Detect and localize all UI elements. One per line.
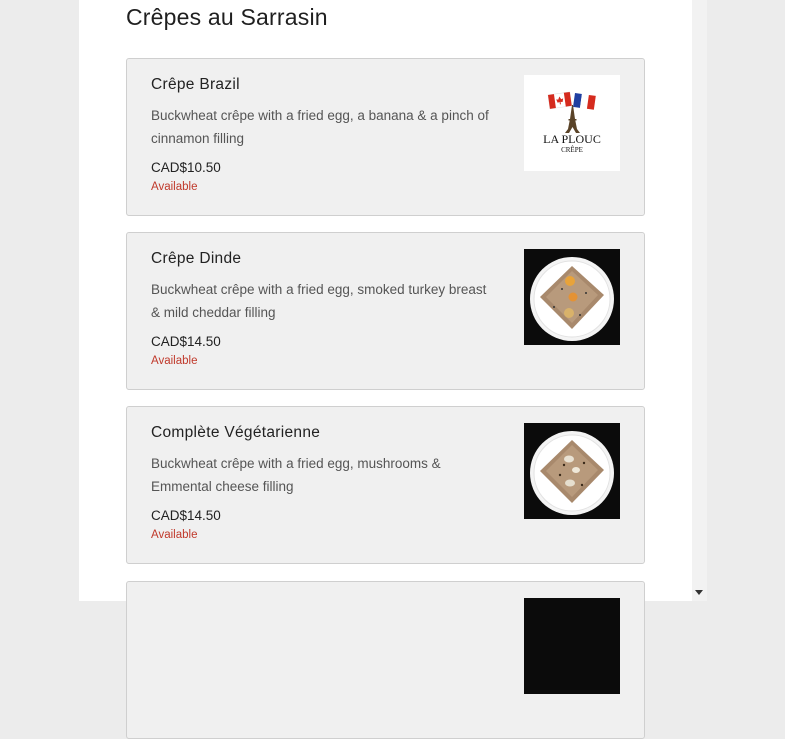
menu-item-description: Buckwheat crêpe with a fried egg, a banana & a pinch of cinnamon filling (151, 108, 489, 146)
menu-item-card[interactable] (126, 581, 645, 739)
menu-item-availability: Available (151, 529, 198, 541)
menu-item-image[interactable] (524, 598, 620, 694)
menu-item-card[interactable] (126, 406, 645, 564)
menu-item-card[interactable] (126, 58, 645, 216)
section-title: Crêpes au Sarrasin (126, 4, 328, 30)
menu-item-image[interactable] (524, 75, 620, 171)
menu-item-name: Crêpe Brazil (151, 76, 240, 93)
menu-item-price: CAD$14.50 (151, 334, 221, 349)
menu-item-price: CAD$14.50 (151, 508, 221, 523)
menu-item-price: CAD$10.50 (151, 160, 221, 175)
scroll-down-arrow-icon[interactable] (695, 590, 703, 595)
crepe-photo-icon (524, 249, 620, 345)
menu-item-image[interactable] (524, 423, 620, 519)
menu-item-description: Buckwheat crêpe with a fried egg, smoked turkey breast & mild cheddar filling (151, 282, 487, 320)
menu-item-card[interactable] (126, 232, 645, 390)
menu-item-name: Crêpe Dinde (151, 250, 242, 267)
menu-item-description: Buckwheat crêpe with a fried egg, mushrooms & Emmental cheese filling (151, 456, 441, 494)
menu-item-name: Complète Végétarienne (151, 424, 321, 441)
logo-subtext: CRÊPE (561, 146, 583, 154)
scrollbar-track[interactable] (692, 0, 707, 601)
menu-item-availability: Available (151, 355, 198, 367)
la-plouc-logo-icon (524, 75, 620, 171)
crepe-photo-icon (524, 423, 620, 519)
menu-item-availability: Available (151, 181, 198, 193)
menu-item-image[interactable] (524, 249, 620, 345)
logo-text: LA PLOUC (543, 132, 601, 146)
